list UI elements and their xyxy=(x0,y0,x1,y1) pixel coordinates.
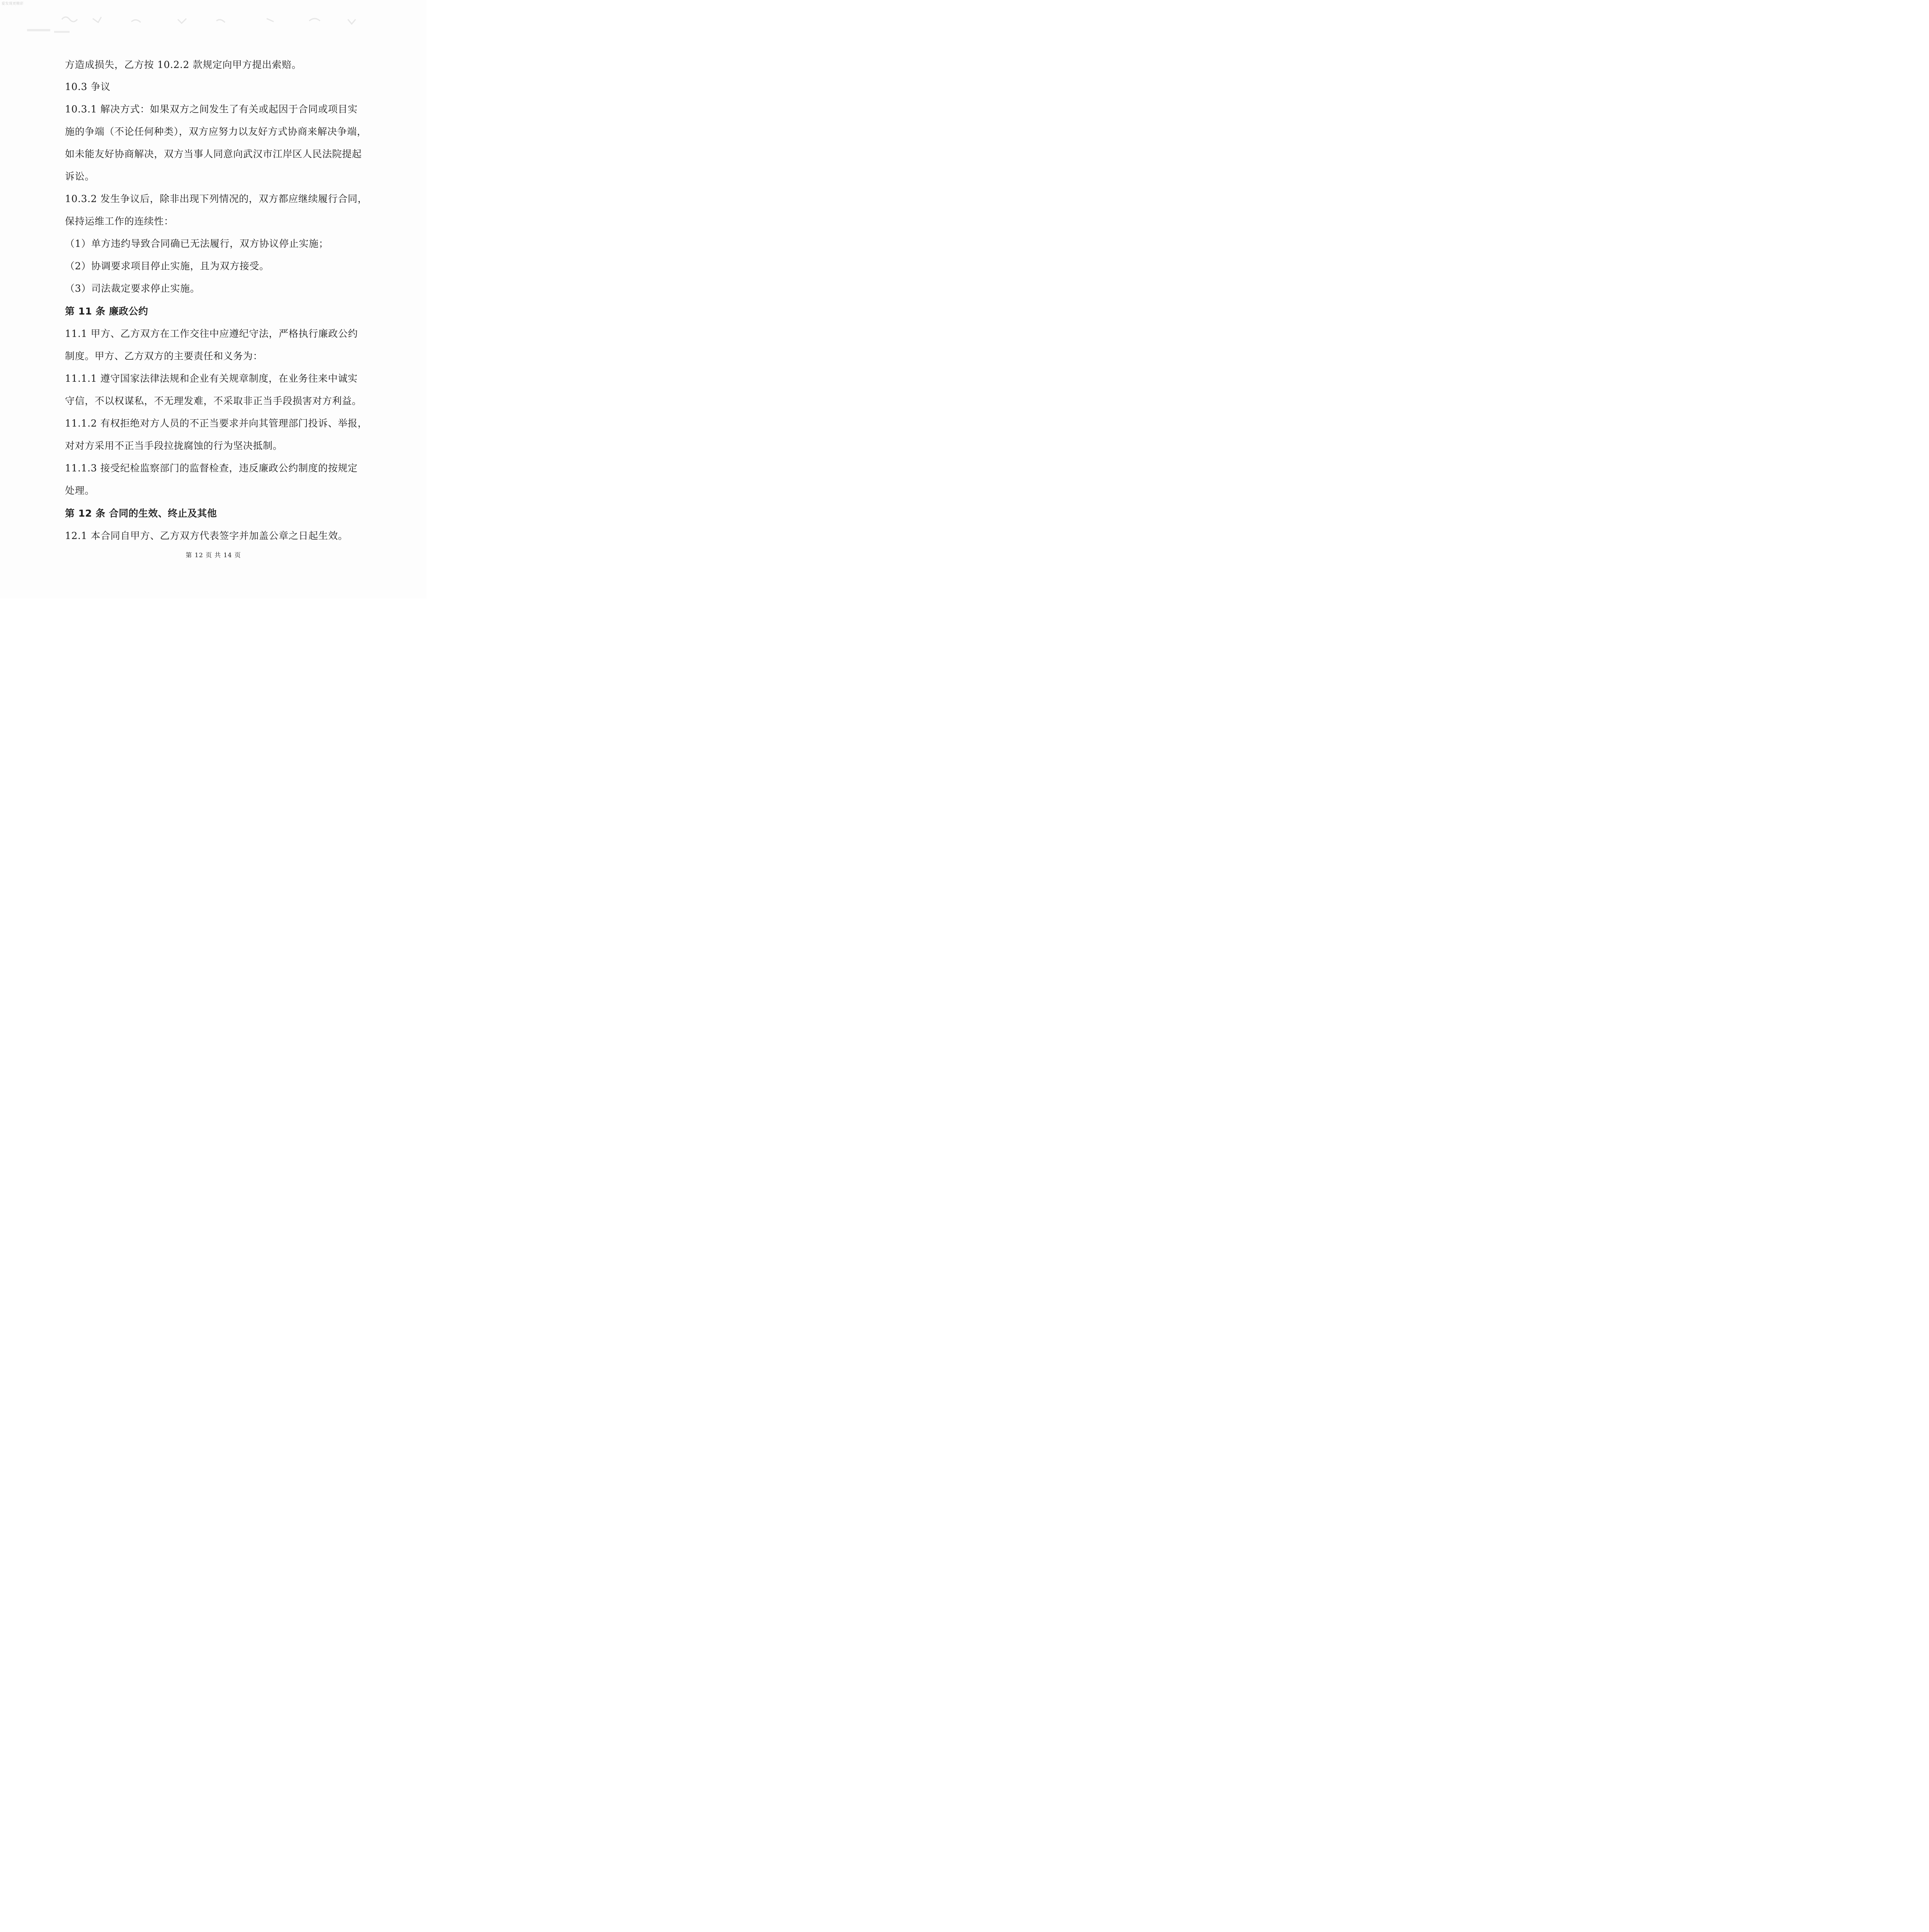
text-line: 11.1.2 有权拒绝对方人员的不正当要求并向其管理部门投诉、举报， xyxy=(65,418,368,429)
section-title: 10.3 争议 xyxy=(65,81,111,92)
faint-bleed-through-marks xyxy=(15,8,402,39)
document-page xyxy=(0,0,427,599)
text-line: 12.1 本合同自甲方、乙方双方代表签字并加盖公章之日起生效。 xyxy=(65,530,348,541)
text-line: 保持运维工作的连续性： xyxy=(65,216,174,227)
page-number-footer: 第 12 页 共 14 页 xyxy=(186,551,241,559)
list-item: （2）协调要求项目停止实施，且为双方接受。 xyxy=(65,260,269,272)
article-heading: 第 12 条 合同的生效、终止及其他 xyxy=(65,508,217,519)
article-heading: 第 11 条 廉政公约 xyxy=(65,306,148,317)
text-line: 10.3.1 解决方式：如果双方之间发生了有关或起因于合同或项目实 xyxy=(65,104,358,115)
text-line: 如未能友好协商解决，双方当事人同意向武汉市江岸区人民法院提起 xyxy=(65,148,362,160)
text-line: 制度。甲方、乙方双方的主要责任和义务为： xyxy=(65,350,263,362)
text-line: 施的争端（不论任何种类），双方应努力以友好方式协商来解决争端， xyxy=(65,126,367,137)
watermark-text: 爱发现更精彩 xyxy=(2,2,24,6)
text-line: 守信，不以权谋私，不无理发难，不采取非正当手段损害对方利益。 xyxy=(65,395,362,406)
list-item: （3）司法裁定要求停止实施。 xyxy=(65,283,200,294)
text-line: 诉讼。 xyxy=(65,171,95,182)
text-line: 方造成损失，乙方按 10.2.2 款规定向甲方提出索赔。 xyxy=(65,59,302,70)
text-line: 对对方采用不正当手段拉拢腐蚀的行为坚决抵制。 xyxy=(65,440,283,451)
text-line: 处理。 xyxy=(65,485,95,496)
text-line: 10.3.2 发生争议后，除非出现下列情况的，双方都应继续履行合同， xyxy=(65,193,368,204)
text-line: 11.1.3 接受纪检监察部门的监督检查，违反廉政公约制度的按规定 xyxy=(65,463,358,474)
text-line: 11.1.1 遵守国家法律法规和企业有关规章制度，在业务往来中诚实 xyxy=(65,373,358,384)
text-line: 11.1 甲方、乙方双方在工作交往中应遵纪守法，严格执行廉政公约 xyxy=(65,328,358,339)
list-item: （1）单方违约导致合同确已无法履行，双方协议停止实施； xyxy=(65,238,329,249)
